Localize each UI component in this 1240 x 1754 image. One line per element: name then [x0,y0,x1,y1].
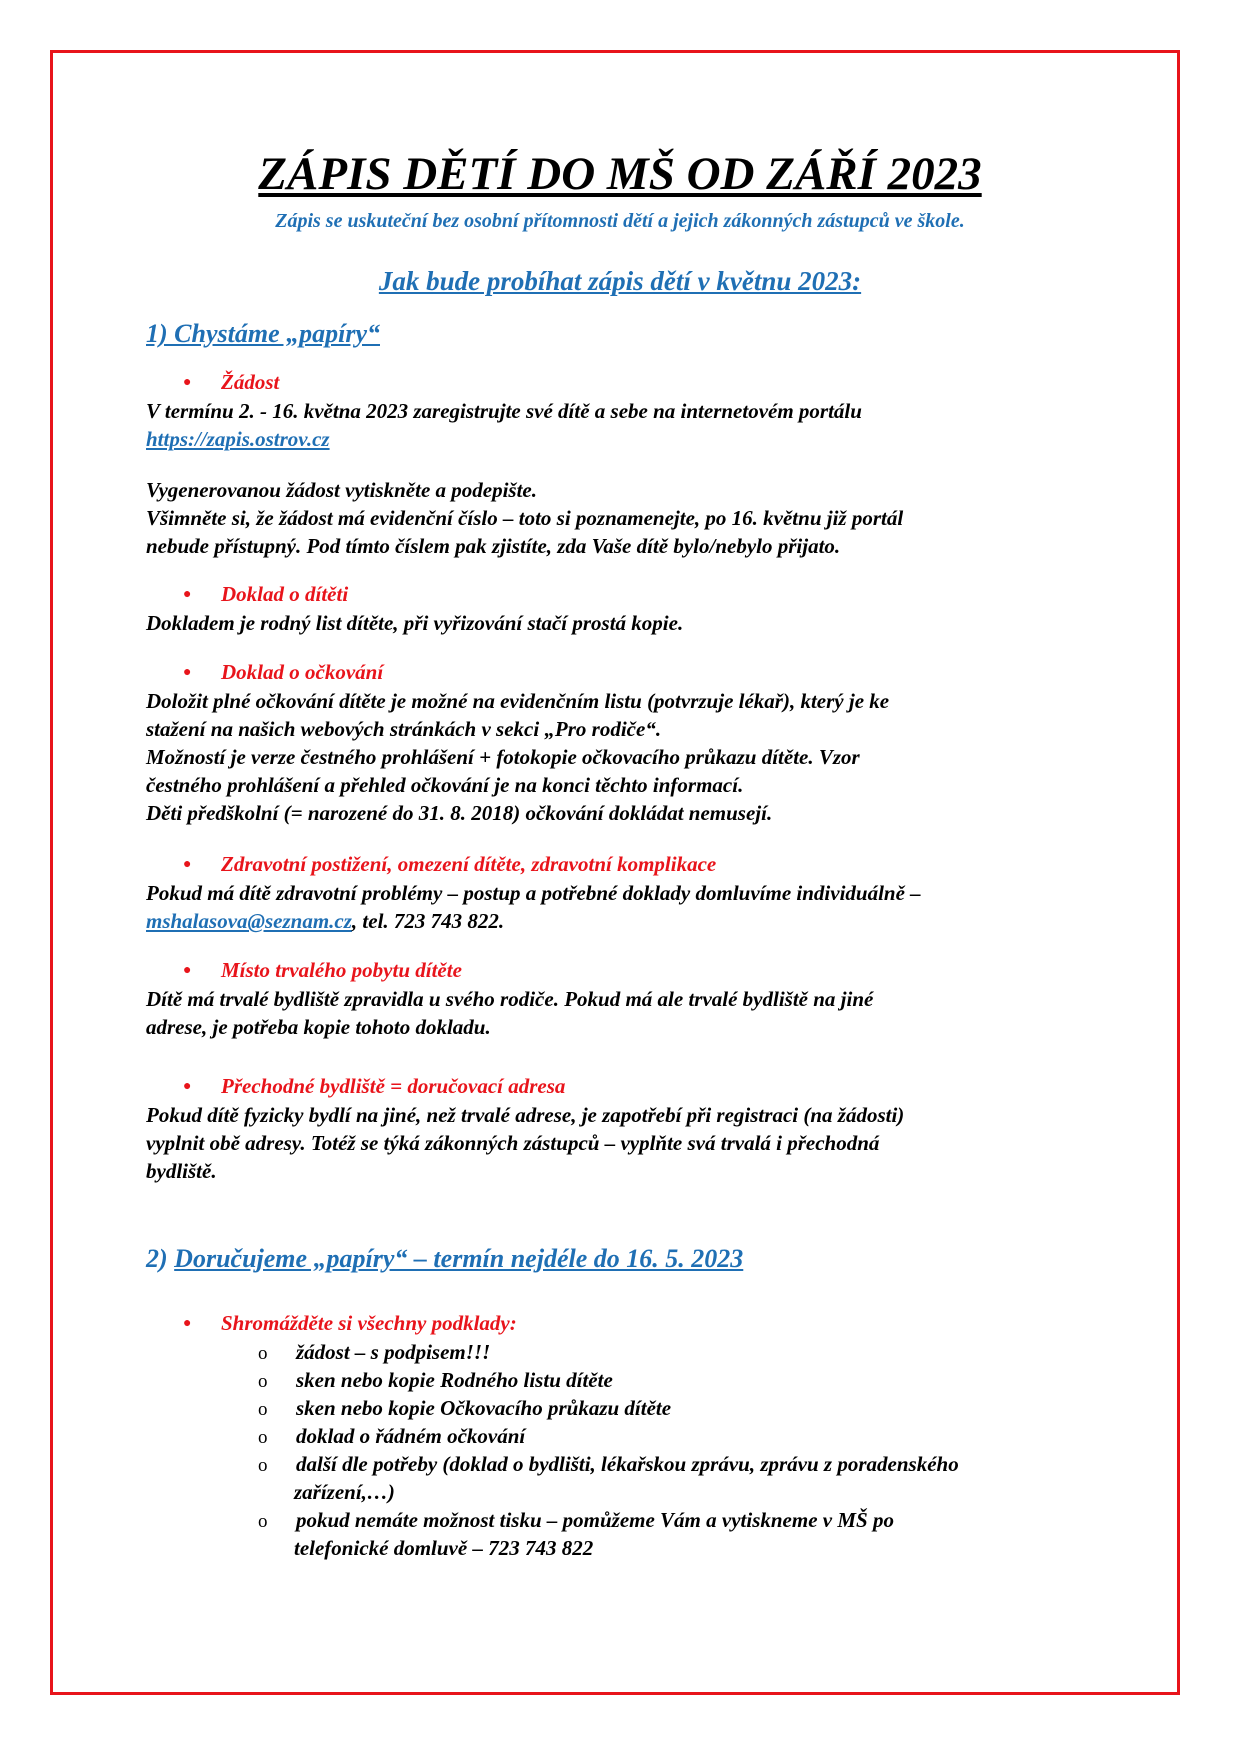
ockovani-line5: Děti předškolní (= narozené do 31. 8. 2018) očkování dokládat nemusejí. [146,801,773,825]
bullet-prechodne: ● Přechodné bydliště = doručovací adresa [183,1074,566,1098]
page-title: ZÁPIS DĚTÍ DO MŠ OD ZÁŘÍ 2023 [258,148,982,200]
list-item: o sken nebo kopie Rodného listu dítěte [258,1366,613,1396]
list-item: o další dle potřeby (doklad o bydlišti, lékařskou zprávu, zprávu z poradenského [258,1450,959,1480]
zdravotni-line2: mshalasova@seznam.cz, tel. 723 743 822. [146,909,505,933]
ockovani-line1: Doložit plné očkování dítěte je možné na evidenčním listu (potvrzuje lékař), který je ke [146,689,890,713]
circle-bullet: o [258,1455,268,1476]
circle-bullet: o [258,1371,268,1392]
misto-line2: adrese, je potřeba kopie tohoto dokladu. [146,1015,491,1039]
bullet-dot: ● [183,1079,192,1094]
bullet-dot: ● [183,665,192,680]
bullet-dot: ● [183,963,192,978]
circle-bullet: o [258,1399,268,1420]
prechodne-line1: Pokud dítě fyzicky bydlí na jiné, než trvalé adrese, je zapotřebí při registraci (na žádosti) [146,1103,905,1127]
contact-email-link[interactable]: mshalasova@seznam.cz [146,909,352,933]
bullet-shromazdete: ● Shromážděte si všechny podklady: [183,1311,517,1335]
bullet-dot: ● [183,857,192,872]
bullet-dot: ● [183,587,192,602]
ockovani-line3: Možností je verze čestného prohlášení + fotokopie očkovacího průkazu dítěte. Vzor [146,745,860,769]
circle-bullet: o [258,1343,268,1364]
bullet-misto: ● Místo trvalého pobytu dítěte [183,958,462,982]
list-item-continuation: zařízení,…) [294,1480,395,1504]
zdravotni-line1: Pokud má dítě zdravotní problémy – postup a potřebné doklady domluvíme individuálně – [146,881,921,905]
ockovani-line4: čestného prohlášení a přehled očkování je na konci těchto informací. [146,773,744,797]
list-item: o pokud nemáte možnost tisku – pomůžeme Vám a vytiskneme v MŠ po [258,1506,894,1536]
doklad-dite-line1: Dokladem je rodný list dítěte, při vyřizování stačí prostá kopie. [146,611,684,635]
zadost-link-line [146,425,330,453]
zadost-line2: Vygenerovanou žádost vytiskněte a podepište. [146,478,537,502]
bullet-zdravotni: ● Zdravotní postižení, omezení dítěte, zdravotní komplikace [183,852,717,876]
bullet-zadost: ● Žádost [183,370,280,394]
list-item: o doklad o řádném očkování [258,1422,525,1452]
misto-line1: Dítě má trvalé bydliště zpravidla u svého rodiče. Pokud má ale trvalé bydliště na jiné [146,987,874,1011]
circle-bullet: o [258,1511,268,1532]
page-subtitle: Zápis se uskuteční bez osobní přítomnosti dětí a jejich zákonných zástupců ve škole. [275,210,965,232]
zadost-line3: Všimněte si, že žádost má evidenční číslo – toto si poznamenejte, po 16. květnu již portál [146,506,904,530]
registration-portal-link[interactable]: https://zapis.ostrov.cz [146,427,330,451]
list-item-continuation: telefonické domluvě – 723 743 822 [294,1536,594,1560]
prechodne-line3: bydliště. [146,1159,217,1183]
zadost-line1: V termínu 2. - 16. května 2023 zaregistrujte své dítě a sebe na internetovém portálu [146,399,862,423]
bullet-dot: ● [183,1316,192,1331]
circle-bullet: o [258,1427,268,1448]
section2-heading: 2) Doručujeme „papíry“ – termín nejdéle do 16. 5. 2023 [146,1244,744,1273]
bullet-doklad-ockovani: ● Doklad o očkování [183,660,384,684]
list-item: o žádost – s podpisem!!! [258,1338,490,1368]
section1-heading: 1) Chystáme „papíry“ [146,319,380,348]
list-item: o sken nebo kopie Očkovacího průkazu dítěte [258,1394,671,1424]
prechodne-line2: vyplnit obě adresy. Totéž se týká zákonných zástupců – vyplňte svá trvalá i přechodná [146,1131,880,1155]
bullet-dot: ● [183,375,192,390]
zadost-line4: nebude přístupný. Pod tímto číslem pak zjistíte, zda Vaše dítě bylo/nebylo přijato. [146,534,841,558]
howto-heading: Jak bude probíhat zápis dětí v květnu 2023: [378,266,862,296]
bullet-doklad-dite: ● Doklad o dítěti [183,582,349,606]
ockovani-line2: stažení na našich webových stránkách v sekci „Pro rodiče“. [146,717,662,741]
